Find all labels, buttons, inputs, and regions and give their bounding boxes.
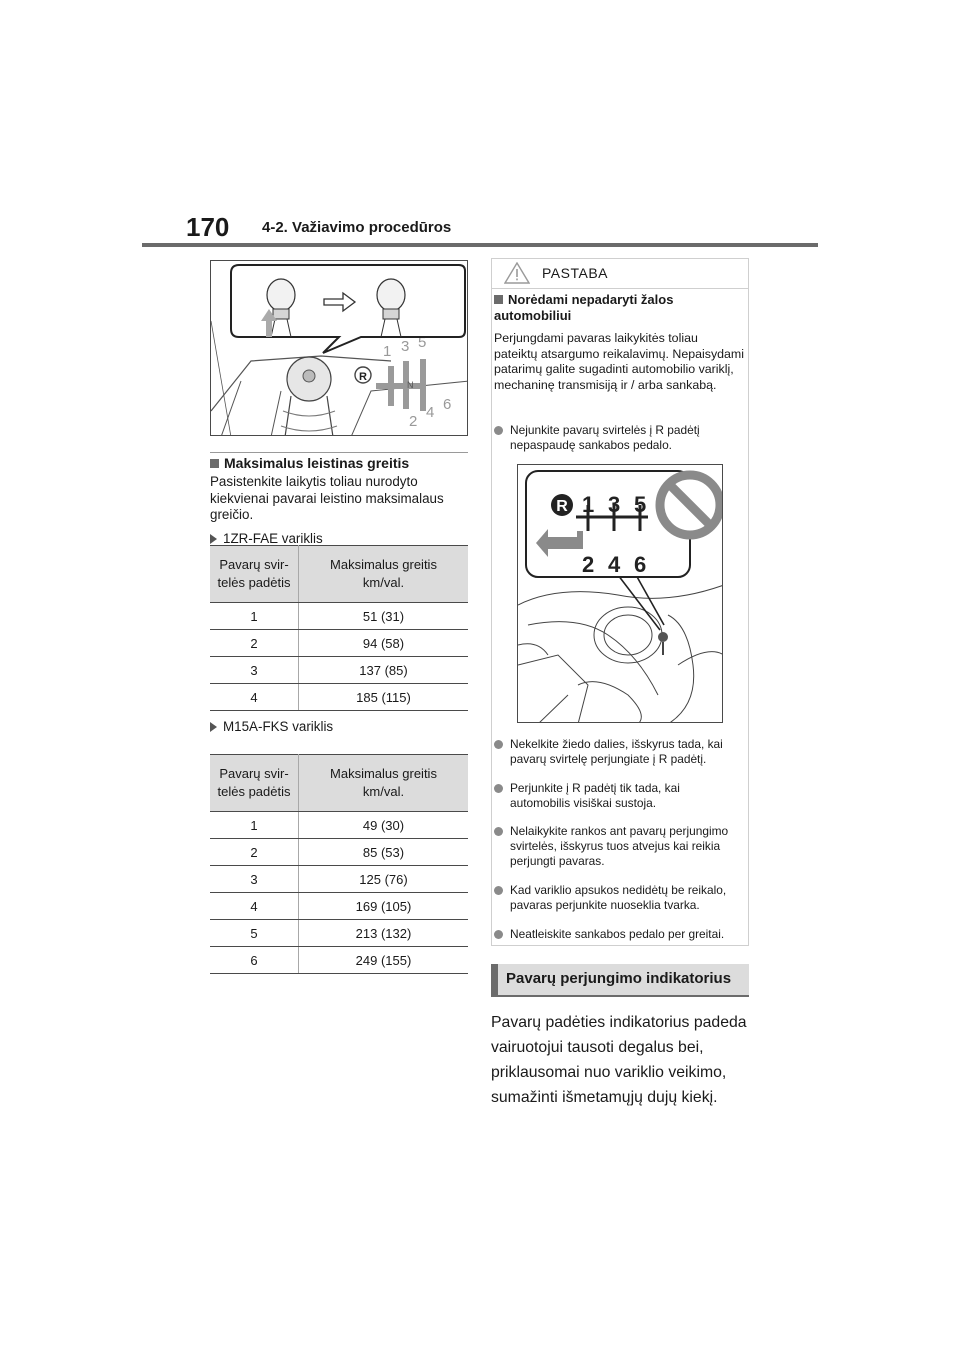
- shifter-gear-4: 4: [426, 404, 435, 421]
- col-gear-line2: telės padėtis: [217, 784, 291, 799]
- bullet-dot-icon: [494, 827, 503, 836]
- gear-cell: 3: [210, 657, 299, 684]
- speed-cell: 125 (76): [299, 866, 469, 893]
- notice-bullet: [494, 423, 738, 453]
- prohibited-icon: [660, 475, 720, 535]
- engine1-label: [210, 531, 323, 546]
- speed-cell: 51 (31): [299, 603, 469, 630]
- square-bullet-icon: [494, 295, 503, 304]
- gear-digit-1: 1: [582, 492, 595, 517]
- bullet-dot-icon: [494, 426, 503, 435]
- speed-cell: 169 (105): [299, 893, 469, 920]
- col-speed-line1: Maksimalus greitis: [330, 766, 437, 781]
- notice-bullet: [494, 927, 738, 942]
- shifter-neutral-label: N: [407, 380, 414, 390]
- notice-subheading-text: Norėdami nepadaryti žalos automobiliui: [494, 292, 674, 323]
- speed-cell: 94 (58): [299, 630, 469, 657]
- indicator-heading: [491, 964, 749, 997]
- gear-digit-6: 6: [634, 552, 647, 577]
- gear-cell: 2: [210, 839, 299, 866]
- max-speed-heading: [210, 455, 409, 471]
- speed-cell: 137 (85): [299, 657, 469, 684]
- triangle-bullet-icon: [210, 722, 217, 732]
- table-row: [210, 603, 468, 630]
- speed-cell: 85 (53): [299, 839, 469, 866]
- gear-cell: 5: [210, 920, 299, 947]
- notice-bullet-text: Nekelkite žiedo dalies, išskyrus tada, kai pavarų svirtelę perjungiate į R padėtį.: [510, 737, 723, 766]
- shifter-illustration: [210, 260, 468, 436]
- col-speed-header: [299, 546, 469, 603]
- speed-cell: 185 (115): [299, 684, 469, 711]
- engine2-label: [210, 719, 333, 734]
- notice-bullet-text: Perjunkite į R padėtį tik tada, kai automobilis visiškai sustoja.: [510, 781, 680, 810]
- bullet-dot-icon: [494, 930, 503, 939]
- col-speed-line2: km/val.: [362, 784, 405, 799]
- bullet-dot-icon: [494, 886, 503, 895]
- gear-cell: 3: [210, 866, 299, 893]
- table-row: [210, 920, 468, 947]
- col-gear-line1: Pavarų svir-: [219, 557, 289, 572]
- shifter-gear-1: 1: [383, 343, 392, 360]
- notice-bullet-text: Kad variklio apsukos nedidėtų be reikalo, pavaras perjunkite nuoseklia tvarka.: [510, 883, 727, 912]
- shifter-gear-5: 5: [418, 334, 427, 351]
- shifter-gear-6: 6: [443, 396, 452, 413]
- gear-digit-3: 3: [608, 492, 621, 517]
- notice-title: PASTABA: [542, 265, 609, 281]
- speed-cell: 49 (30): [299, 812, 469, 839]
- page-number: 170: [186, 212, 230, 242]
- table-row: [210, 812, 468, 839]
- notice-bullet-text: Nejunkite pavarų svirtelės į R padėtį nepaspaudę sankabos pedalo.: [510, 423, 700, 452]
- col-speed-line2: km/val.: [362, 575, 405, 590]
- shifter-gear-2: 2: [409, 413, 418, 430]
- shifter-drawing: [211, 261, 468, 436]
- gear-cell: 6: [210, 947, 299, 974]
- speed-table-1zr: [210, 545, 468, 711]
- max-speed-heading-text: Maksimalus leistinas greitis: [224, 455, 410, 471]
- notice-bullet-text: Neatleiskite sankabos pedalo per greitai.: [510, 927, 725, 941]
- bullet-dot-icon: [494, 784, 503, 793]
- gear-digit-4: 4: [608, 552, 621, 577]
- col-speed-line1: Maksimalus greitis: [330, 557, 437, 572]
- gear-warning-drawing: [518, 465, 723, 723]
- gear-cell: 4: [210, 684, 299, 711]
- section-title: 4-2. Važiavimo procedūros: [262, 219, 452, 236]
- max-speed-intro: Pasistenkite laikytis toliau nurodyto kiekvienai pavarai leistino maksimalaus greičio.: [210, 474, 444, 522]
- indicator-paragraph: Pavarų padėties indikatorius padeda vairuotojui tausoti degalus bei, priklausomai nuo variklio veikimo, sumažinti išmetamųjų dujų kiekį.: [491, 1014, 747, 1106]
- gear-digit-2: 2: [582, 552, 595, 577]
- table-row: [210, 657, 468, 684]
- gear-cell: 1: [210, 603, 299, 630]
- bullet-dot-icon: [494, 740, 503, 749]
- col-gear-header: [210, 755, 299, 812]
- triangle-bullet-icon: [210, 534, 217, 544]
- speed-cell: 249 (155): [299, 947, 469, 974]
- shifter-reverse-label: R: [359, 371, 367, 383]
- warning-icon: [504, 262, 530, 284]
- header-rule: [142, 243, 818, 247]
- notice-intro: Perjungdami pavaras laikykitės toliau pateiktų atsargumo reikalavimų. Nepaisydami patarimų galite sugadinti automobilio variklį, mechaninę transmisiją ir / arba sankabą.: [494, 331, 744, 392]
- notice-bullet: [494, 883, 738, 913]
- engine2-label-text: M15A-FKS variklis: [223, 719, 334, 734]
- gear-cell: 1: [210, 812, 299, 839]
- shifter-gear-3: 3: [401, 338, 410, 355]
- col-gear-line2: telės padėtis: [217, 575, 291, 590]
- notice-subheading: [494, 292, 744, 323]
- table-row: [210, 839, 468, 866]
- speed-table-m15a: [210, 754, 468, 974]
- col-gear-header: [210, 546, 299, 603]
- indicator-heading-text: Pavarų perjungimo indikatorius: [506, 970, 732, 987]
- gear-warning-illustration: [517, 464, 723, 723]
- gear-reverse-label: R: [556, 498, 568, 515]
- table-row: [210, 684, 468, 711]
- notice-bullet: [494, 781, 738, 811]
- table-row: [210, 893, 468, 920]
- gear-digit-5: 5: [634, 492, 647, 517]
- notice-bullet-text: Nelaikykite rankos ant pavarų perjungimo svirtelės, išskyrus tuos atvejus kai reikia perjungti pavaras.: [510, 824, 729, 868]
- notice-bullet: [494, 737, 738, 767]
- gear-cell: 2: [210, 630, 299, 657]
- notice-bullet: [494, 824, 738, 869]
- square-bullet-icon: [210, 459, 219, 468]
- speed-cell: 213 (132): [299, 920, 469, 947]
- left-separator: [210, 452, 468, 453]
- table-row: [210, 947, 468, 974]
- gear-cell: 4: [210, 893, 299, 920]
- col-gear-line1: Pavarų svir-: [219, 766, 289, 781]
- table-row: [210, 866, 468, 893]
- table-row: [210, 630, 468, 657]
- col-speed-header: [299, 755, 469, 812]
- engine1-label-text: 1ZR-FAE variklis: [223, 531, 323, 546]
